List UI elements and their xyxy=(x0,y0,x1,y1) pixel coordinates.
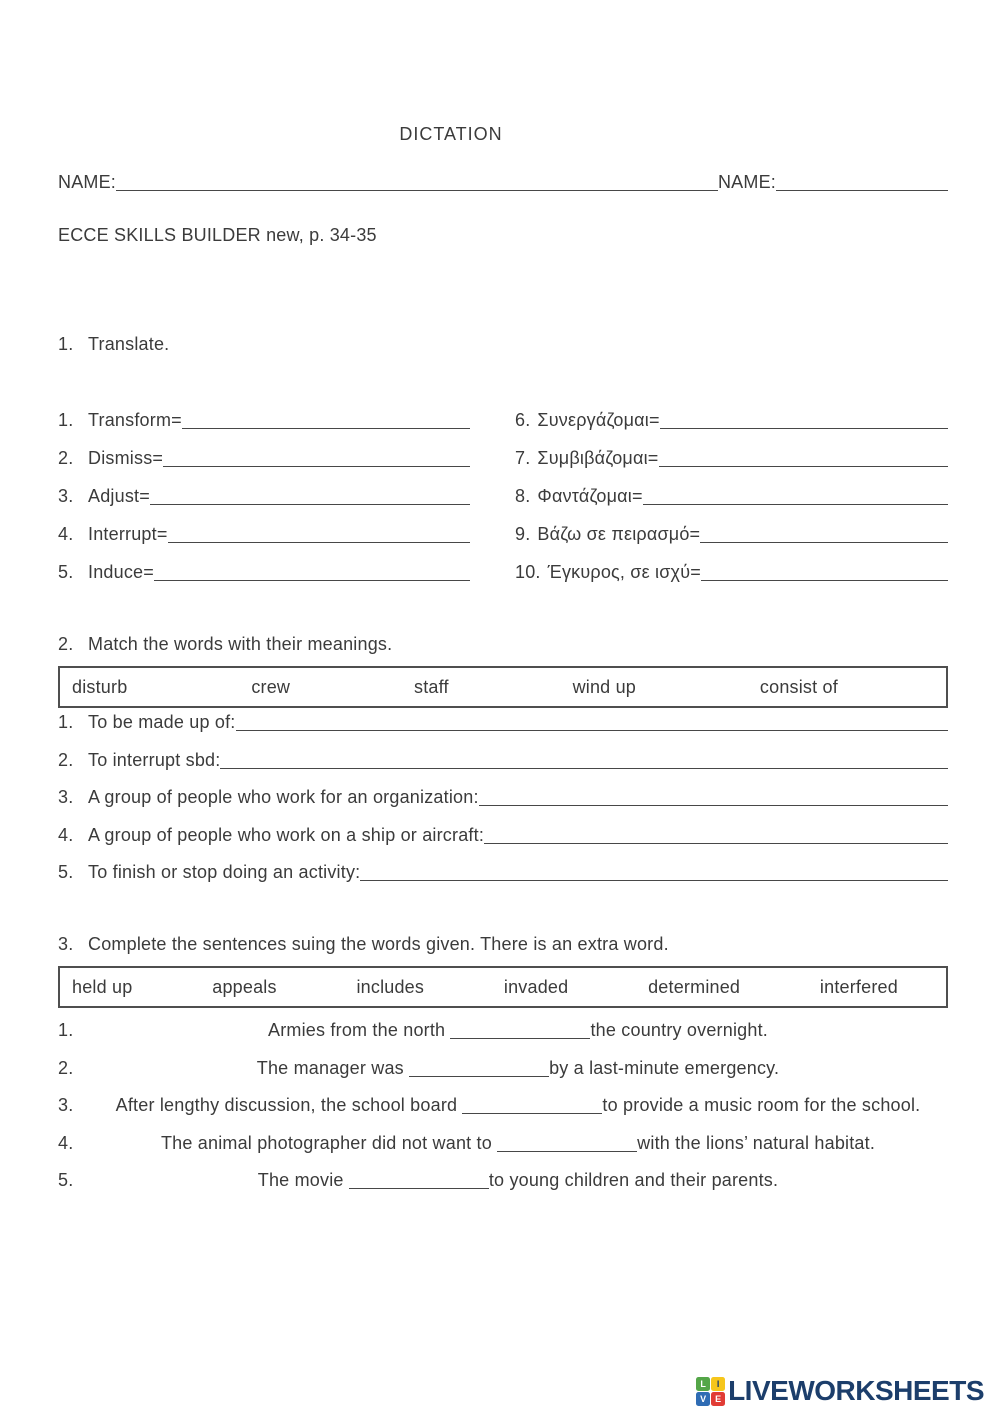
section-heading-text: Translate. xyxy=(88,334,170,354)
item-number: 1. xyxy=(58,410,74,430)
section-complete-heading xyxy=(58,934,948,955)
item-number: 3. xyxy=(58,1095,74,1116)
item-word: Φαντάζομαι= xyxy=(537,486,643,506)
answer-blank[interactable] xyxy=(450,1037,590,1039)
translate-item xyxy=(515,448,948,486)
word-bank-word: crew xyxy=(251,676,291,697)
item-number: 2. xyxy=(58,448,74,468)
item-number: 1. xyxy=(58,1020,74,1040)
item-word: Adjust= xyxy=(88,486,150,506)
liveworksheets-logo[interactable] xyxy=(696,1375,984,1407)
item-word: Συνεργάζομαι= xyxy=(537,410,660,430)
section-number: 3. xyxy=(58,934,74,954)
section-number: 1. xyxy=(58,334,74,354)
item-word: Induce= xyxy=(88,562,154,582)
section-heading-text: Match the words with their meanings. xyxy=(88,634,393,654)
page-title: DICTATION xyxy=(399,124,503,144)
translate-item xyxy=(515,562,948,600)
sentence-before: After lengthy discussion, the school board xyxy=(115,1095,463,1116)
item-number: 2. xyxy=(58,749,74,770)
item-word: Έγκυρος, σε ισχύ= xyxy=(547,562,701,582)
translate-item xyxy=(58,486,470,524)
match-items xyxy=(58,712,948,900)
complete-word-bank xyxy=(58,966,948,1008)
match-item xyxy=(58,712,948,750)
book-reference: ECCE SKILLS BUILDER new, p. 34-35 xyxy=(58,225,377,245)
match-item xyxy=(58,787,948,825)
word-bank-word: interfered xyxy=(819,976,898,997)
name-blank-1[interactable] xyxy=(116,189,718,191)
item-number: 2. xyxy=(58,1057,74,1078)
answer-blank[interactable] xyxy=(182,427,470,429)
answer-blank[interactable] xyxy=(700,541,948,543)
sentence-after: the country overnight. xyxy=(590,1020,768,1040)
answer-blank[interactable] xyxy=(484,842,948,844)
word-bank-word: consist of xyxy=(759,676,838,697)
section-translate-heading xyxy=(58,334,948,355)
item-text: To interrupt sbd: xyxy=(88,749,221,770)
item-word: Dismiss= xyxy=(88,448,164,468)
translate-item xyxy=(58,410,470,448)
liveworksheets-icon xyxy=(696,1377,725,1406)
answer-blank[interactable] xyxy=(462,1112,602,1114)
item-number: 1. xyxy=(58,712,74,732)
translate-left-column xyxy=(58,410,470,600)
translate-item xyxy=(58,524,470,562)
item-number: 9. xyxy=(515,524,531,544)
word-bank-word: determined xyxy=(648,976,741,997)
word-bank-word: includes xyxy=(356,976,425,997)
answer-blank[interactable] xyxy=(659,465,948,467)
match-item xyxy=(58,825,948,863)
logo-wordmark: LIVEWORKSHEETS xyxy=(728,1375,984,1406)
section-number: 2. xyxy=(58,634,74,654)
item-number: 4. xyxy=(58,1132,74,1153)
item-text: A group of people who work on a ship or aircraft: xyxy=(88,824,485,845)
answer-blank[interactable] xyxy=(154,579,470,581)
item-number: 4. xyxy=(58,524,74,544)
item-number: 4. xyxy=(58,824,74,845)
answer-blank[interactable] xyxy=(360,879,948,881)
section-heading-text: Complete the sentences suing the words given. There is an extra word. xyxy=(88,934,669,954)
logo-tile-e: E xyxy=(711,1392,725,1406)
sentence-after: to provide a music room for the school. xyxy=(602,1095,921,1116)
answer-blank[interactable] xyxy=(349,1187,489,1189)
translate-item xyxy=(515,410,948,448)
translate-grid xyxy=(58,410,948,600)
sentence-text xyxy=(268,1012,948,1050)
match-word-bank xyxy=(58,666,948,708)
translate-item xyxy=(58,448,470,486)
translate-right-column xyxy=(515,410,948,600)
translate-item xyxy=(58,562,470,600)
item-number: 3. xyxy=(58,486,74,506)
name-label-2: NAME: xyxy=(717,172,776,192)
answer-blank[interactable] xyxy=(163,465,470,467)
sentence-after: with the lions’ natural habitat. xyxy=(637,1132,876,1153)
sentence-text xyxy=(258,1162,948,1200)
sentence-after: by a last-minute emergency. xyxy=(549,1057,780,1078)
logo-tile-l: L xyxy=(696,1377,710,1391)
item-word: Transform= xyxy=(88,410,182,430)
sentence-item xyxy=(58,1012,948,1050)
sentence-before: The animal photographer did not want to xyxy=(160,1132,498,1153)
sentence-item xyxy=(58,1050,948,1088)
name-row xyxy=(58,172,948,193)
item-number: 7. xyxy=(515,448,531,468)
sentence-item xyxy=(58,1162,948,1200)
item-number: 3. xyxy=(58,787,74,807)
complete-items xyxy=(58,1012,948,1200)
logo-tile-i: I xyxy=(711,1377,725,1391)
item-number: 5. xyxy=(58,1170,74,1191)
name-label: NAME: xyxy=(58,172,117,192)
translate-item xyxy=(515,486,948,524)
word-bank-word: held up xyxy=(72,976,133,997)
word-bank-word: appeals xyxy=(212,976,277,997)
answer-blank[interactable] xyxy=(660,427,948,429)
answer-blank[interactable] xyxy=(220,767,948,769)
sentence-text xyxy=(257,1050,948,1088)
item-number: 5. xyxy=(58,562,74,582)
item-number: 8. xyxy=(515,486,531,506)
item-word: Συμβιβάζομαι= xyxy=(537,448,659,468)
sentence-before: The movie xyxy=(257,1170,349,1191)
word-bank-word: disturb xyxy=(72,676,128,697)
section-match-heading xyxy=(58,634,948,655)
answer-blank[interactable] xyxy=(701,579,948,581)
item-number: 6. xyxy=(515,410,531,430)
answer-blank[interactable] xyxy=(479,804,948,806)
item-text: To finish or stop doing an activity: xyxy=(88,862,361,882)
answer-blank[interactable] xyxy=(409,1075,549,1077)
answer-blank[interactable] xyxy=(497,1150,637,1152)
answer-blank[interactable] xyxy=(150,503,470,505)
answer-blank[interactable] xyxy=(168,541,470,543)
sentence-item xyxy=(58,1087,948,1125)
sentence-text xyxy=(116,1087,948,1125)
word-bank-word: staff xyxy=(414,676,449,697)
sentence-before: The manager was xyxy=(256,1057,410,1078)
word-bank-word: wind up xyxy=(572,676,637,697)
word-bank-word: invaded xyxy=(503,976,569,997)
sentence-item xyxy=(58,1125,948,1163)
sentence-text xyxy=(161,1125,948,1163)
translate-item xyxy=(515,524,948,562)
item-word: Interrupt= xyxy=(88,524,168,544)
match-item xyxy=(58,862,948,900)
name-blank-2[interactable] xyxy=(776,189,948,191)
item-word: Βάζω σε πειρασμό= xyxy=(537,524,701,544)
sentence-after: to young children and their parents. xyxy=(488,1170,779,1191)
answer-blank[interactable] xyxy=(236,729,949,731)
item-text: To be made up of: xyxy=(88,712,236,732)
logo-tile-v: V xyxy=(696,1392,710,1406)
answer-blank[interactable] xyxy=(643,503,948,505)
item-text: A group of people who work for an organization: xyxy=(88,787,479,807)
sentence-before: Armies from the north xyxy=(268,1020,451,1040)
match-item xyxy=(58,750,948,788)
item-number: 10. xyxy=(515,562,541,582)
item-number: 5. xyxy=(58,862,74,882)
